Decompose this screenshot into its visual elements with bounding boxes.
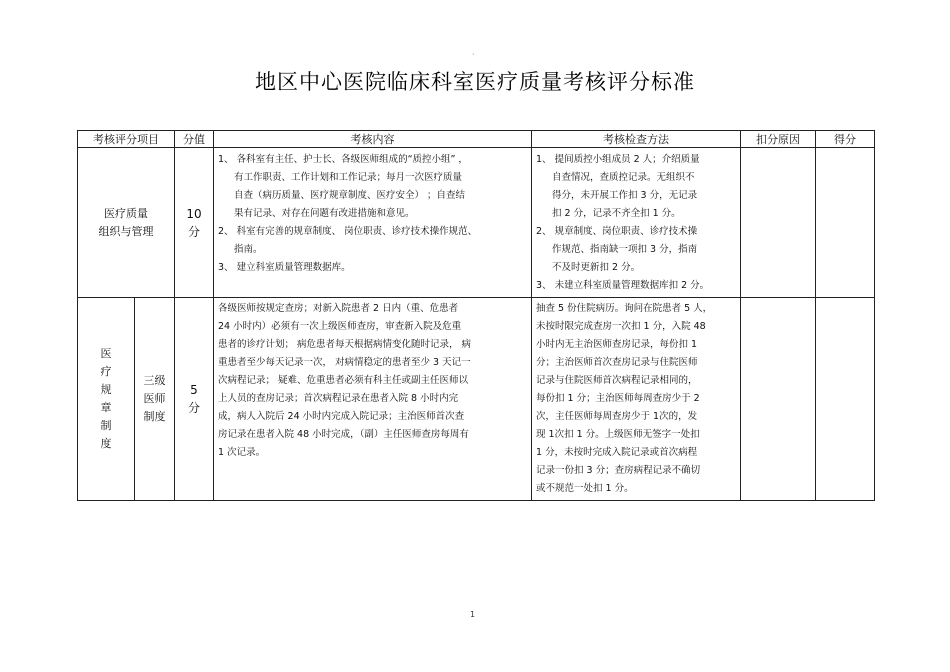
- table-header-row: [78, 131, 875, 148]
- row1-content: [214, 148, 532, 298]
- content-line: 1、 各科室有主任、护士长、各级医师组成的“质控小组” ，: [218, 154, 468, 165]
- content-line: 各级医师按规定查房；对新入院患者 2 日内（重、危患者: [218, 303, 459, 314]
- content-line: 有工作职责、工作计划和工作记录；每月一次医疗质量: [234, 172, 463, 183]
- row1-method: [532, 148, 741, 298]
- row2-method: [532, 298, 741, 501]
- method-line: 每份扣 1 分；主治医师每周查房少于 2: [536, 393, 700, 404]
- header-item: 考核评分项目: [78, 131, 175, 148]
- category-char: 医: [100, 347, 112, 360]
- method-line: 不及时更新扣 2 分。: [552, 262, 641, 273]
- row2-content: [214, 298, 532, 501]
- table-row: [78, 148, 875, 298]
- row2-category: [78, 298, 135, 501]
- category-char: 疗: [100, 365, 112, 378]
- row1-deduction-reason: [741, 148, 816, 298]
- header-deduction-reason: 扣分原因: [741, 131, 816, 148]
- content-line: 次病程记录； 疑难、危重患者必须有科主任或副主任医师以: [218, 375, 469, 386]
- content-line: 重患者至少每天记录一次， 对病情稳定的患者至少 3 天记一: [218, 357, 471, 368]
- header-score: 分值: [175, 131, 214, 148]
- category-char: 章: [100, 401, 112, 414]
- method-line: 小时内无主治医师查房记录，每份扣 1: [536, 339, 698, 350]
- method-line: 2、 规章制度、岗位职责、诊疗技术操: [536, 226, 698, 237]
- header-content: 考核内容: [214, 131, 532, 148]
- category-char: 度: [100, 437, 112, 450]
- row2-deduction-reason: [741, 298, 816, 501]
- header-points: 得分: [816, 131, 875, 148]
- page-number: 1: [470, 610, 476, 619]
- content-line: 上人员的查房记录；首次病程记录在患者入院 8 小时内完: [218, 393, 459, 404]
- method-line: 扣 2 分，记录不齐全扣 1 分。: [552, 208, 681, 219]
- category-char: 制: [100, 419, 112, 432]
- row2-points: [816, 298, 875, 501]
- content-line: 指南。: [234, 244, 263, 255]
- row1-score-line: 分: [187, 224, 200, 239]
- content-line: 房记录在患者入院 48 小时完成，（副）主任医师查房每周有: [218, 429, 469, 440]
- method-line: 1 分，未按时完成入院记录或首次病程: [536, 447, 698, 458]
- content-line: 果有记录、对存在问题有改进措施和意见。: [234, 208, 415, 219]
- header-method: 考核检查方法: [532, 131, 741, 148]
- category-char: 规: [100, 383, 112, 396]
- row2-item-line: 三级: [143, 374, 166, 387]
- method-line: 1、 提间质控小组成员 2 人；介绍质量: [536, 154, 700, 165]
- row1-item-line: 组织与管理: [98, 224, 154, 238]
- content-line: 患者的诊疗计划； 病危患者每天根据病情变化随时记录， 病: [218, 339, 472, 350]
- content-line: 2、 科室有完善的规章制度、 岗位职责、诊疗技术操作规范、: [218, 226, 478, 237]
- method-line: 现 1次扣 1 分。上级医师无签字一处扣: [536, 429, 700, 440]
- row1-score: [175, 148, 214, 298]
- content-line: 3、 建立科室质量管理数据库。: [218, 262, 351, 273]
- method-line: 3、 未建立科室质量管理数据库扣 2 分。: [536, 280, 710, 291]
- row2-item-line: 制度: [143, 410, 166, 423]
- table-row: [78, 298, 875, 501]
- row1-score-line: 10: [186, 206, 202, 221]
- header-dot: ·: [472, 50, 475, 59]
- method-line: 或不规范一处扣 1 分。: [536, 483, 634, 494]
- content-line: 24 小时内）必须有一次上级医师查房，审查新入院及危重: [218, 321, 462, 332]
- page-title: 地区中心医院临床科室医疗质量考核评分标准: [255, 70, 695, 94]
- method-line: 记录一份扣 3 分；查房病程记录不确切: [536, 465, 701, 476]
- scoring-table: [77, 130, 875, 501]
- row2-item-line: 医师: [143, 392, 166, 405]
- content-line: 1 次记录。: [218, 447, 266, 458]
- content-line: 成，病人入院后 24 小时内完成入院记录；主治医师首次查: [218, 411, 465, 422]
- row1-item-line: 医疗质量: [104, 206, 148, 220]
- method-line: 作规范、指南缺一项扣 3 分，指南: [552, 244, 698, 255]
- method-line: 未按时限完成查房一次扣 1 分，入院 48: [536, 321, 706, 332]
- method-line: 得分，未开展工作扣 3 分，无记录: [552, 190, 698, 201]
- method-line: 抽查 5 份住院病历。询问在院患者 5 人，: [536, 303, 713, 314]
- row2-score-line: 5: [190, 383, 198, 397]
- row2-score: [175, 298, 214, 501]
- row1-item: [78, 148, 175, 298]
- row2-item: [135, 298, 175, 501]
- method-line: 记录与住院医师首次病程记录相同的，: [536, 375, 698, 386]
- method-line: 次，主任医师每周查房少于 1次的，发: [536, 411, 698, 422]
- method-line: 自查情况，查质控记录。无组织不: [552, 172, 695, 183]
- content-line: 自查（病历质量、医疗规章制度、医疗安全） ；自查结: [234, 190, 466, 201]
- row1-points: [816, 148, 875, 298]
- row2-score-line: 分: [187, 401, 200, 415]
- method-line: 分；主治医师首次查房记录与住院医师: [536, 357, 698, 368]
